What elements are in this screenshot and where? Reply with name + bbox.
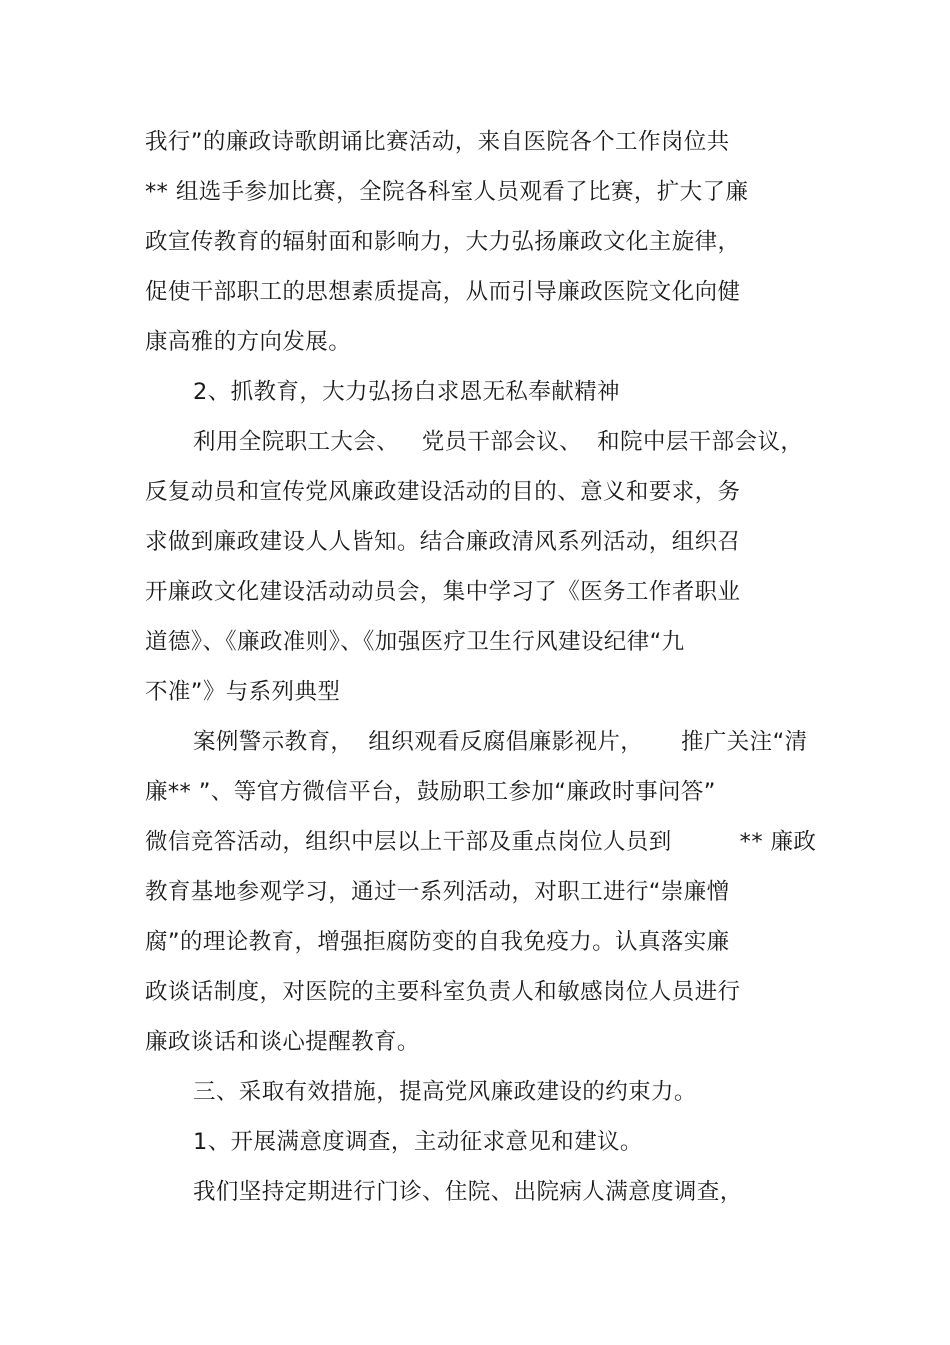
text-line: 政宣传教育的辐射面和影响力，大力弘扬廉政文化主旋律，	[145, 229, 741, 255]
text-line: 开廉政文化建设活动动员会，集中学习了《医务工作者职业	[145, 579, 741, 605]
text-line: 促使干部职工的思想素质提高，从而引导廉政医院文化向健	[145, 279, 741, 305]
text-line: 康高雅的方向发展。	[145, 329, 352, 355]
text-line: 微信竞答活动，组织中层以上干部及重点岗位人员到 ** 廉政	[145, 829, 817, 855]
text-line: 腐”的理论教育，增强拒腐防变的自我免疫力。认真落实廉	[145, 929, 730, 955]
text-line: 反复动员和宣传党风廉政建设活动的目的、意义和要求，务	[145, 479, 741, 505]
text-line: ** 组选手参加比赛，全院各科室人员观看了比赛，扩大了廉	[145, 179, 749, 205]
section-heading: 三、采取有效措施，提高党风廉政建设的约束力。	[193, 1079, 697, 1105]
paragraph-start: 案例警示教育， 组织观看反腐倡廉影视片， 推广关注“清	[193, 729, 808, 755]
text-line: 道德》、《廉政准则》、《加强医疗卫生行风建设纪律“九	[145, 629, 685, 655]
text-line: 教育基地参观学习，通过一系列活动，对职工进行“崇廉憎	[145, 879, 730, 905]
paragraph-start: 利用全院职工大会、 党员干部会议、 和院中层干部会议，	[193, 429, 804, 455]
text-line: 廉** ”、等官方微信平台，鼓励职工参加“廉政时事问答”	[145, 779, 716, 805]
subsection-heading: 1、开展满意度调查，主动征求意见和建议。	[193, 1129, 643, 1155]
section-heading: 2、抓教育，大力弘扬白求恩无私奉献精神	[193, 379, 620, 405]
text-line: 政谈话制度，对医院的主要科室负责人和敏感岗位人员进行	[145, 979, 741, 1005]
text-line: 廉政谈话和谈心提醒教育。	[145, 1029, 420, 1055]
text-line: 求做到廉政建设人人皆知。结合廉政清风系列活动，组织召	[145, 529, 741, 555]
paragraph-start: 我们坚持定期进行门诊、住院、出院病人满意度调查，	[193, 1179, 743, 1205]
text-line: 不准”》与系列典型	[145, 679, 341, 705]
text-line: 我行”的廉政诗歌朗诵比赛活动，来自医院各个工作岗位共	[145, 129, 730, 155]
